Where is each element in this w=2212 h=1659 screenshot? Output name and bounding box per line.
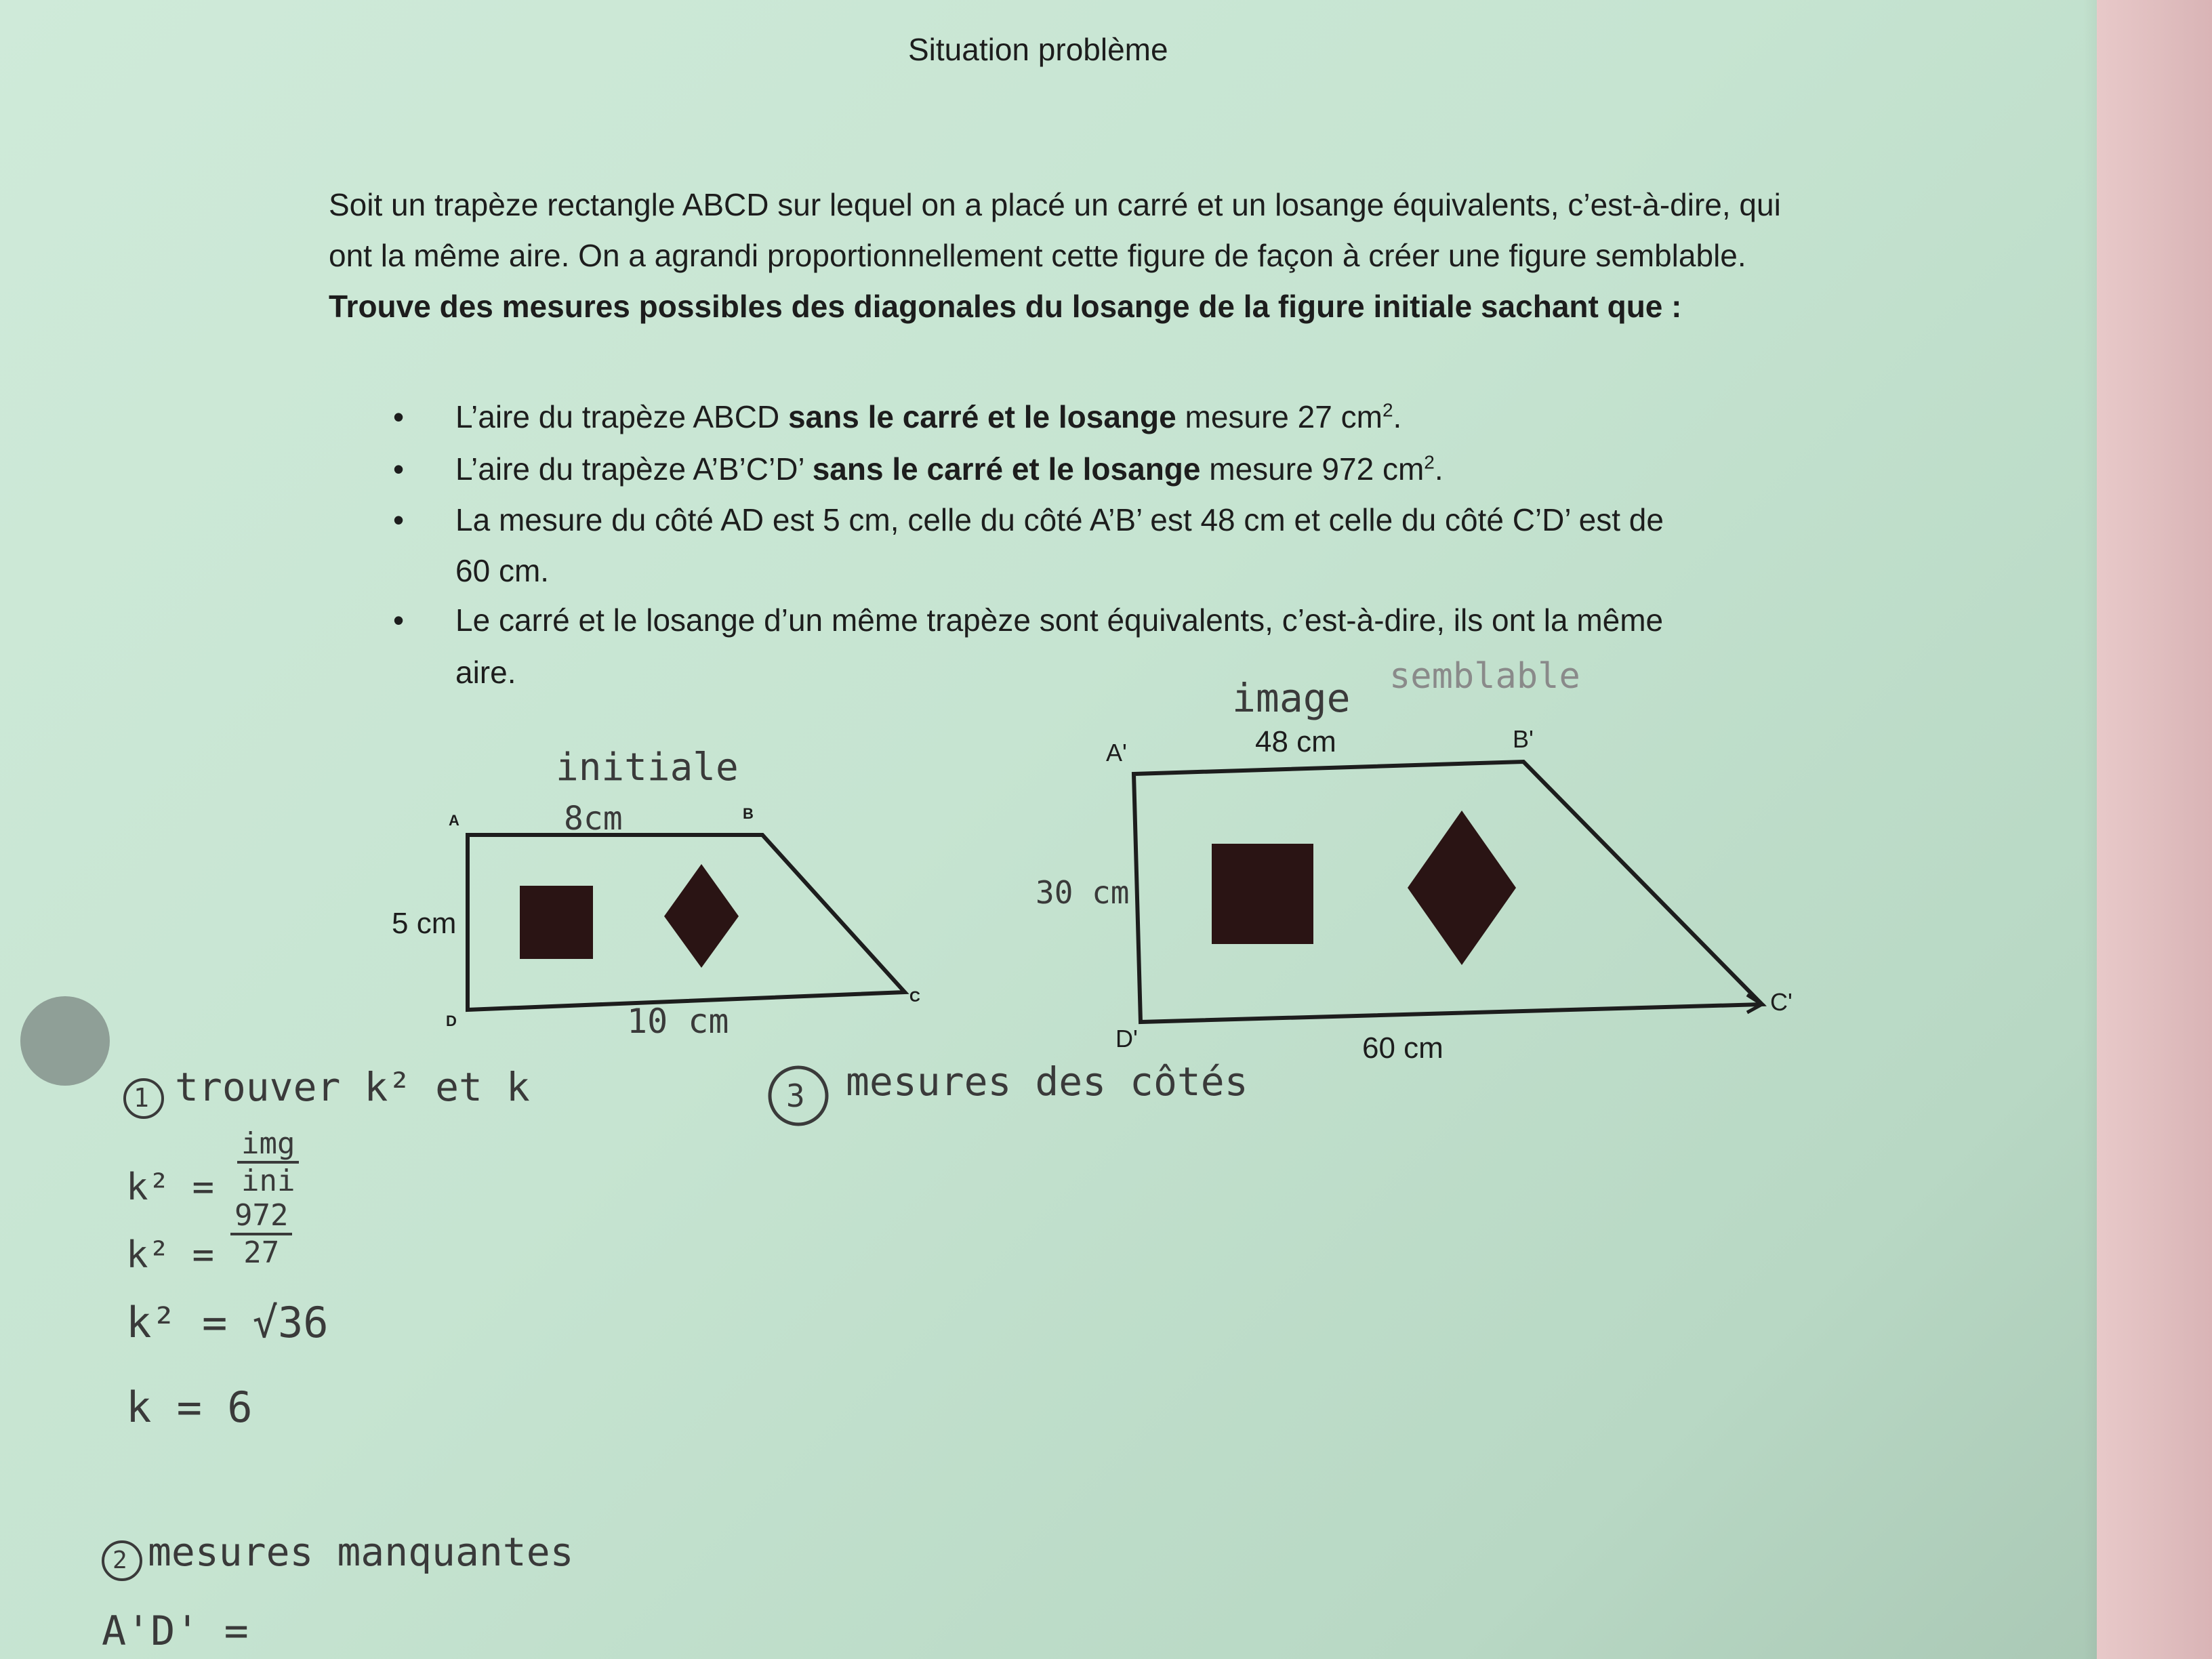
bullet-2-b: sans le carré et le losange (812, 451, 1201, 487)
hand-30cm: 30 cm (1036, 874, 1130, 911)
hand-8cm: 8cm (564, 800, 623, 838)
side-ad-label: 5 cm (392, 907, 457, 940)
bullet-1-d: . (1393, 399, 1402, 434)
rhombus-initial (664, 864, 739, 968)
vertex-b-prime: B' (1513, 725, 1534, 753)
k2-ratio-num: img (237, 1126, 299, 1164)
step-1-number: 1 (134, 1083, 149, 1113)
step-2-text: mesures manquantes (148, 1529, 574, 1575)
k2-values-lhs: k² = (126, 1233, 215, 1276)
square-image (1212, 844, 1313, 944)
bullet-dot: • (393, 502, 405, 537)
rhombus-image (1408, 811, 1516, 965)
vertex-b: B (743, 805, 754, 822)
vertex-d: D (446, 1012, 457, 1029)
k2-ratio-lhs: k² = (126, 1166, 215, 1208)
bullet-2-sup: 2 (1424, 451, 1435, 473)
hand-image: image (1232, 675, 1351, 721)
bullet-1-a: L’aire du trapèze ABCD (455, 399, 788, 434)
step-3-number: 3 (786, 1078, 805, 1114)
bullet-dot: • (393, 399, 405, 434)
k2-sqrt: k² = √36 (126, 1298, 329, 1347)
bullet-dot: • (393, 451, 405, 487)
vertex-c: C (909, 988, 920, 1005)
k2-ratio-fraction (237, 1126, 299, 1198)
side-ab-prime-label: 48 cm (1255, 725, 1336, 758)
step-2-line: A'D' = (102, 1607, 249, 1655)
step-3-text: mesures des côtés (846, 1059, 1248, 1105)
step-1-text: trouver k² et k (175, 1064, 530, 1110)
bullet-1-c: mesure 27 cm (1176, 399, 1382, 434)
page-title: Situation problème (908, 32, 1168, 67)
bullet-1-b: sans le carré et le losange (787, 399, 1176, 434)
bullet-2-d: . (1434, 451, 1443, 487)
vertex-a: A (449, 812, 459, 829)
bullet-2-c: mesure 972 cm (1200, 451, 1425, 487)
bullet-4-line2: aire. (455, 655, 516, 690)
vertex-a-prime: A' (1106, 739, 1127, 766)
hand-semblable-faint: semblable (1389, 656, 1580, 697)
vertex-c-prime: C' (1770, 988, 1793, 1016)
bullet-2-a: L’aire du trapèze A’B’C’D’ (455, 451, 813, 487)
k2-values-num: 972 (230, 1198, 292, 1235)
hand-initiale: initiale (556, 745, 739, 790)
intro-plain: Soit un trapèze rectangle ABCD sur lequel on a placé un carré et un losange équivalents, c’est-à-dire, qui ont la même aire. On a agrandi proportionnellement cette figure de façon à créer une figure semblable. (329, 187, 1781, 273)
side-cd-prime-label: 60 cm (1362, 1031, 1443, 1065)
bullet-4-line1: Le carré et le losange d’un même trapèze sont équivalents, c’est-à-dire, ils ont la même (455, 602, 1664, 638)
square-initial (520, 886, 593, 959)
k2-values-fraction (230, 1198, 292, 1270)
k2-ratio-den: ini (241, 1164, 295, 1198)
bullet-3-line1: La mesure du côté AD est 5 cm, celle du côté A’B’ est 48 cm et celle du côté C’D’ est de (455, 502, 1664, 537)
k-result: k = 6 (126, 1382, 253, 1432)
bullet-1-sup: 2 (1382, 399, 1393, 421)
hand-10cm: 10 cm (627, 1002, 729, 1041)
vertex-d-prime: D' (1115, 1025, 1138, 1052)
bullet-3-line2: 60 cm. (455, 553, 550, 588)
intro-bold: Trouve des mesures possibles des diagonales du losange de la figure initiale sachant que : (329, 289, 1682, 324)
bullet-dot: • (393, 602, 405, 638)
k2-values-den: 27 (243, 1235, 280, 1270)
step-2-number: 2 (112, 1547, 127, 1574)
